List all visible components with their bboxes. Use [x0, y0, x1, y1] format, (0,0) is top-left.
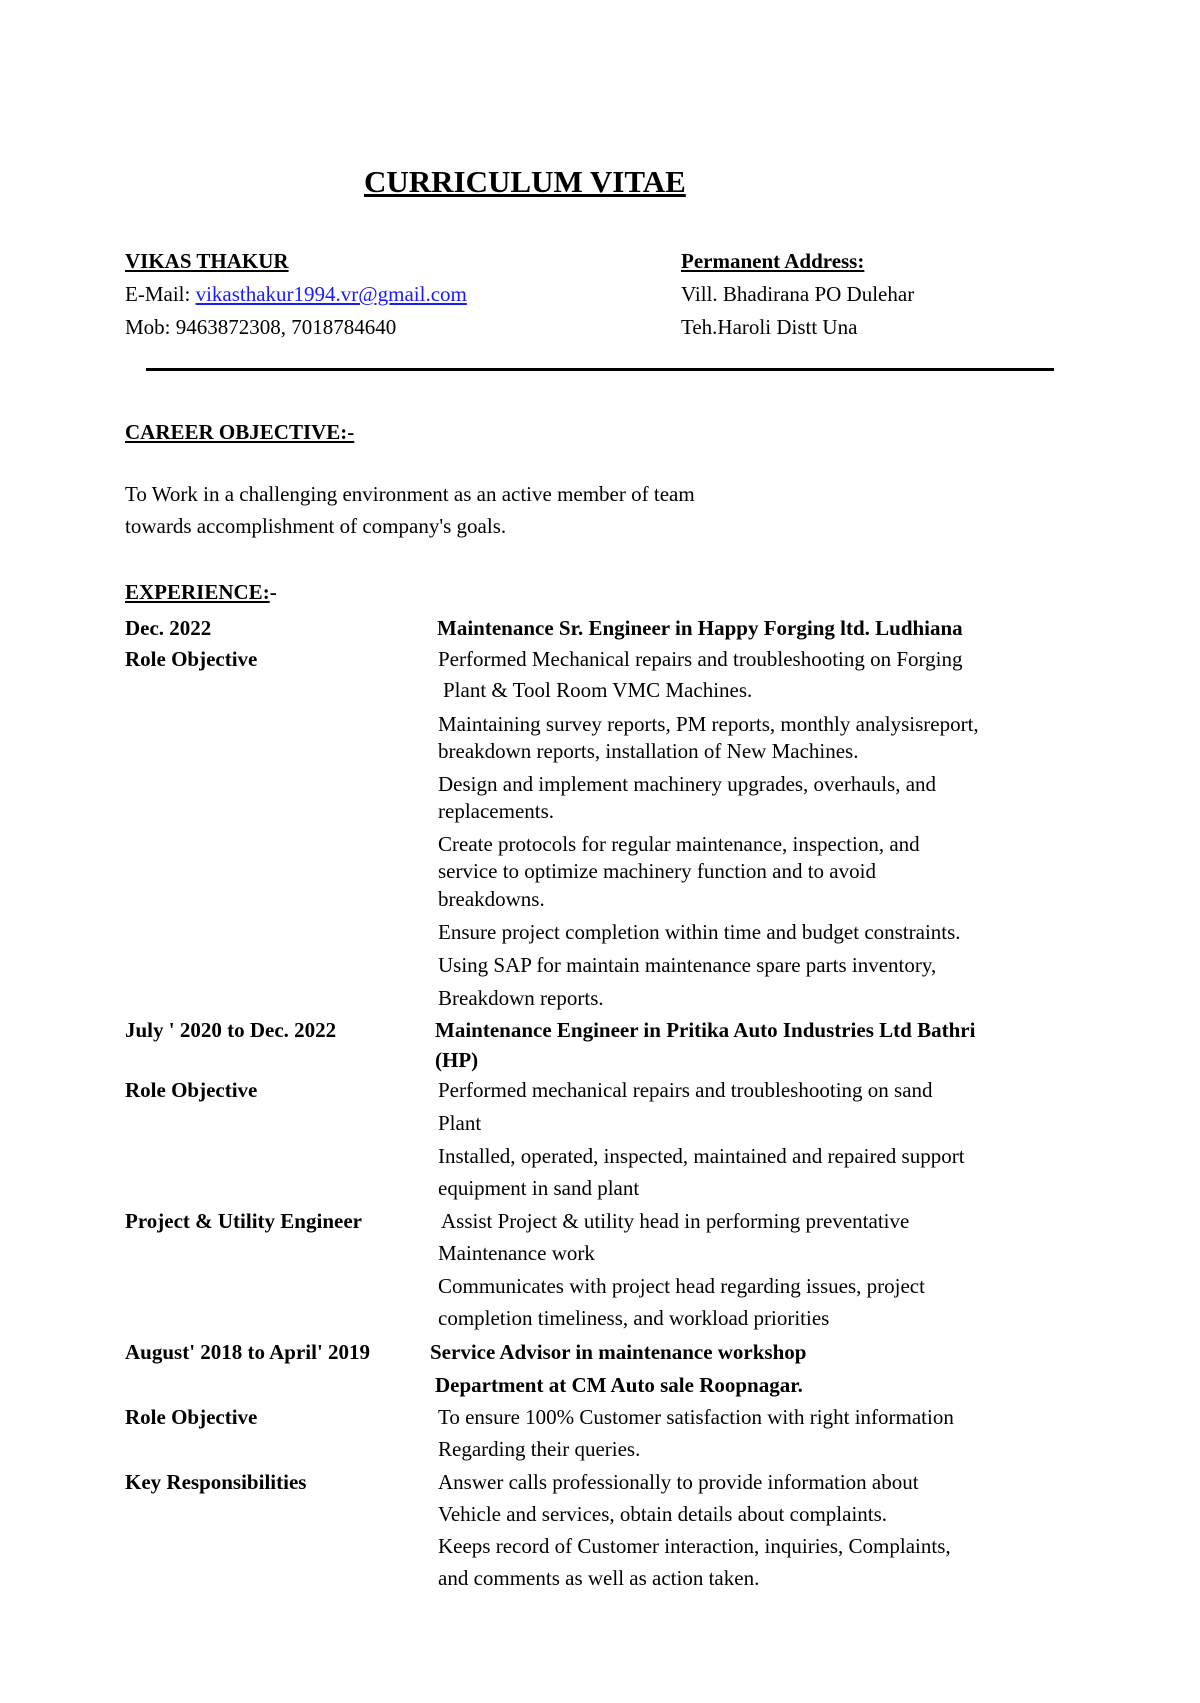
- mobile-line: Mob: 9463872308, 7018784640: [125, 315, 397, 339]
- address-line-1: Vill. Bhadirana PO Dulehar: [681, 282, 915, 306]
- job-1-line: breakdown reports, installation of New Machines.: [438, 739, 859, 763]
- job-3-period: August' 2018 to April' 2019: [125, 1340, 371, 1364]
- page-title: CURRICULUM VITAE: [364, 164, 686, 199]
- job-2-line: Installed, operated, inspected, maintained and repaired support: [438, 1144, 965, 1168]
- candidate-name: VIKAS THAKUR: [125, 249, 289, 273]
- job-1-line: Using SAP for maintain maintenance spare parts inventory,: [438, 953, 937, 977]
- job-1-line: Breakdown reports.: [438, 986, 604, 1010]
- job-3-role2-label: Key Responsibilities: [125, 1470, 307, 1494]
- job-2-title: Maintenance Engineer in Pritika Auto Industries Ltd Bathri: [435, 1018, 976, 1042]
- job-3-line: Vehicle and services, obtain details about complaints.: [438, 1502, 888, 1526]
- career-line-2: towards accomplishment of company's goals.: [125, 514, 507, 538]
- job-3-line: and comments as well as action taken.: [438, 1566, 760, 1590]
- job-2-line: completion timeliness, and workload priorities: [438, 1306, 830, 1330]
- job-1-line: service to optimize machinery function and to avoid: [438, 859, 876, 883]
- job-1-line: Performed Mechanical repairs and troubleshooting on Forging: [438, 647, 963, 671]
- email-line: [125, 278, 467, 311]
- job-3-line: Regarding their queries.: [438, 1437, 641, 1461]
- job-1-line: replacements.: [438, 799, 555, 823]
- contact-block: [125, 245, 467, 344]
- job-2-line: Plant: [438, 1111, 482, 1135]
- job-3-line: To ensure 100% Customer satisfaction with right information: [438, 1405, 954, 1429]
- job-1-period: Dec. 2022: [125, 616, 212, 640]
- job-2-line: equipment in sand plant: [438, 1176, 640, 1200]
- job-1-title: Maintenance Sr. Engineer in Happy Forging ltd. Ludhiana: [437, 616, 963, 640]
- email-link[interactable]: vikasthakur1994.vr@gmail.com: [195, 282, 467, 306]
- job-1-role-label: Role Objective: [125, 647, 258, 671]
- job-2-title-cont: (HP): [435, 1048, 479, 1072]
- job-1-line: Create protocols for regular maintenance, inspection, and: [438, 832, 920, 856]
- job-2-line: Assist Project & utility head in performing preventative: [441, 1209, 910, 1233]
- job-1-line: Design and implement machinery upgrades, overhauls, and: [438, 772, 937, 796]
- job-2-role-label: Role Objective: [125, 1078, 258, 1102]
- experience-heading-suffix: -: [269, 580, 277, 604]
- job-3-title: Service Advisor in maintenance workshop: [430, 1340, 807, 1364]
- job-2-line: Performed mechanical repairs and troubleshooting on sand: [438, 1078, 933, 1102]
- job-3-role-label: Role Objective: [125, 1405, 258, 1429]
- job-3-line: Keeps record of Customer interaction, inquiries, Complaints,: [438, 1534, 951, 1558]
- experience-heading-label: EXPERIENCE:: [125, 580, 270, 604]
- job-2-period: July ' 2020 to Dec. 2022: [125, 1018, 337, 1042]
- address-heading: Permanent Address:: [681, 249, 865, 273]
- career-line-1: To Work in a challenging environment as an active member of team: [125, 482, 695, 506]
- address-block: [681, 245, 914, 344]
- job-2-role2-label: Project & Utility Engineer: [125, 1209, 362, 1233]
- career-objective-heading: CAREER OBJECTIVE:-: [125, 420, 355, 444]
- address-line-2: Teh.Haroli Distt Una: [681, 315, 858, 339]
- experience-heading: [125, 580, 277, 605]
- job-3-title-cont: Department at CM Auto sale Roopnagar.: [435, 1373, 803, 1397]
- job-3-line: Answer calls professionally to provide information about: [438, 1470, 919, 1494]
- job-2-line: Communicates with project head regarding issues, project: [438, 1274, 925, 1298]
- job-1-line: Ensure project completion within time and budget constraints.: [438, 920, 961, 944]
- career-objective-text: [125, 478, 695, 542]
- email-label: E-Mail:: [125, 282, 196, 306]
- job-1-line: breakdowns.: [438, 887, 545, 911]
- job-2-line: Maintenance work: [438, 1241, 595, 1265]
- header-divider: [146, 368, 1054, 371]
- job-1-line: Plant & Tool Room VMC Machines.: [443, 678, 753, 702]
- job-1-line: Maintaining survey reports, PM reports, monthly analysisreport,: [438, 712, 979, 736]
